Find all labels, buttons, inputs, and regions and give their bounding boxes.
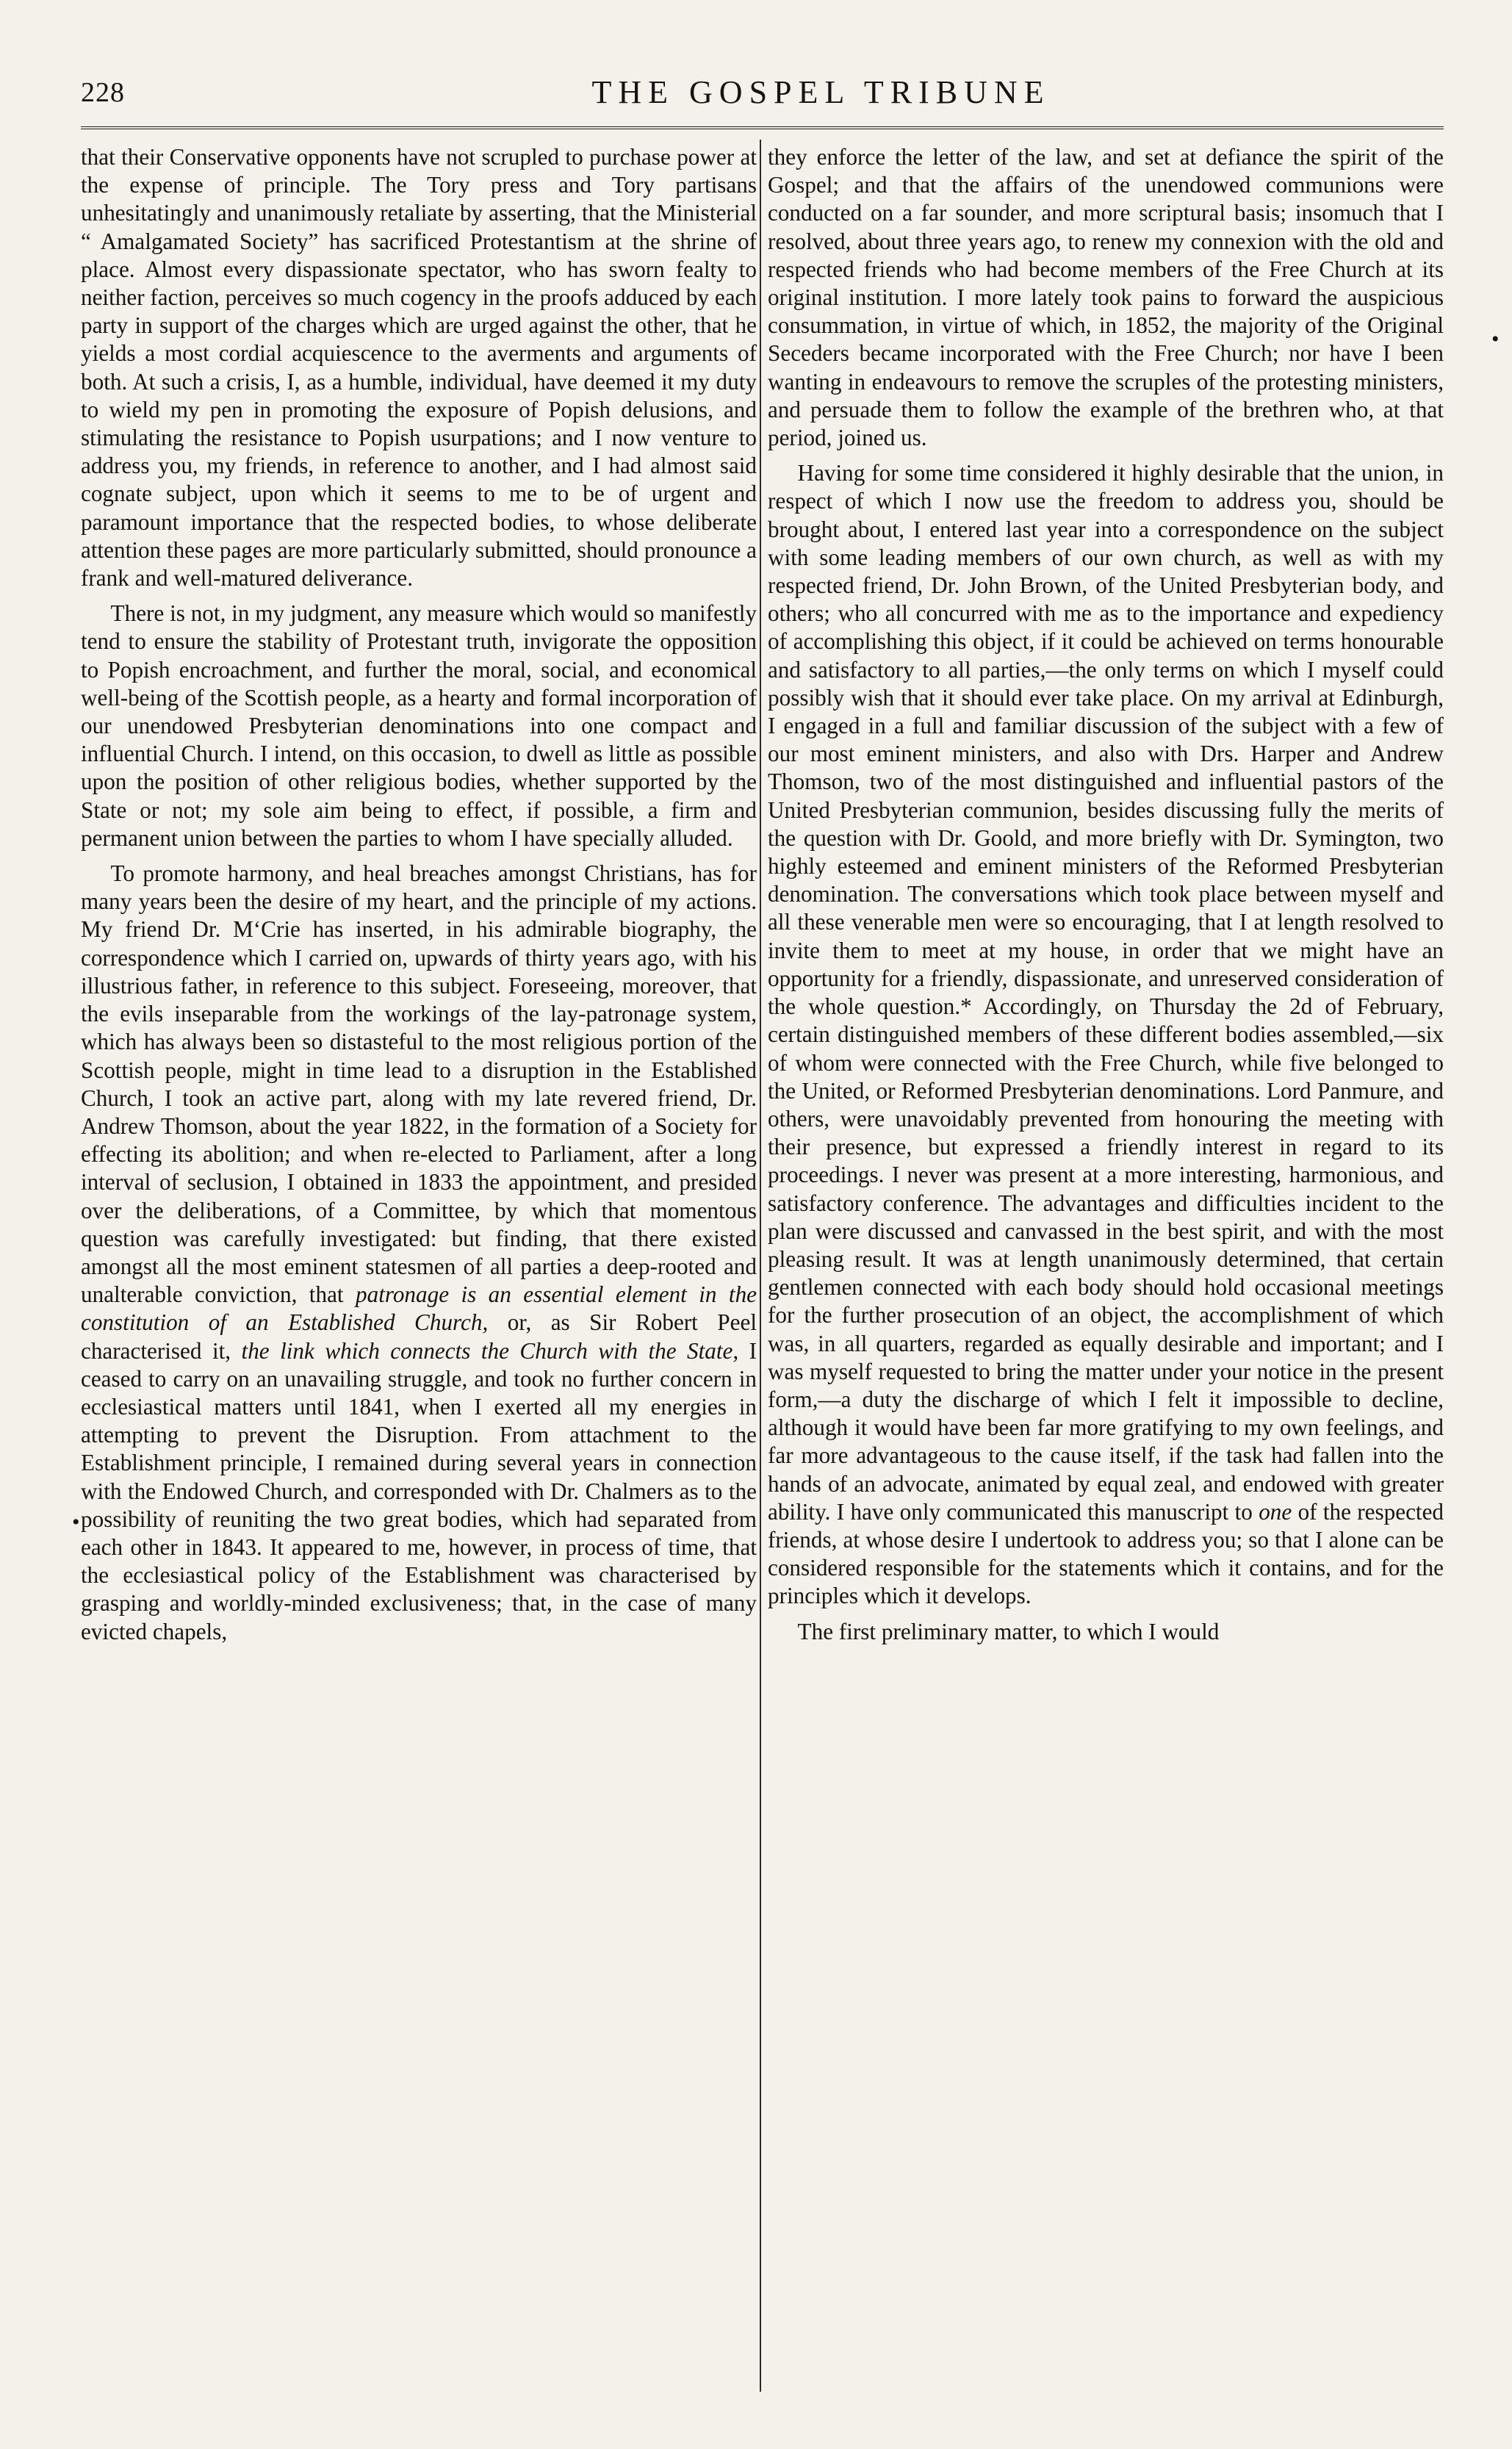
column-rule bbox=[760, 140, 761, 2392]
margin-mark: • bbox=[1491, 327, 1500, 351]
text-run: I ceased to carry on an unavailing struggle, and took no further concern in ecclesiastical matters until 1841, when I exerted all my energies in attempting to prevent the Disruption. From attachment to the Establishment principle, I remained during several years in connection with the Endowed Church, and corresponded with Dr. Chalmers as to the possibility of reuniting the two great bodies, which had separated from each other in 1843. It appeared to me, however, in process of time, that the ecclesiastical policy of the Establishment was characterised by grasping and worldly-minded exclusiveness; that, in the case of many evicted chapels, bbox=[81, 1337, 757, 1644]
left-column bbox=[81, 143, 757, 2392]
text-run: Having for some time considered it highly desirable that the union, in respect of which I now use the freedom to address you, should be brought about, I entered last year into a correspondence on the subject with some leading members of our own church, as well as with my respected friend, Dr. John Brown, of the United Presbyterian body, and others; who all concurred with me as to the importance and expediency of accomplishing this object, if it could be achieved on terms honourable and satisfactory to all parties,—the only terms on which I myself could possibly wish that it should ever take place. On my arrival at Edinburgh, I engaged in a full and familiar discussion of the subject with a few of our most eminent ministers, and also with Drs. Harper and Andrew Thomson, two of the most distinguished and influential pastors of the United Presbyterian communion, besides discussing fully the merits of the question with Dr. Goold, and more briefly with Dr. Symington, two highly esteemed and eminent ministers of the Reformed Presbyterian denomination. The conversations which took place between myself and all these venerable men were so encouraging, that I at length resolved to invite them to meet at my house, in order that we might have an opportunity for a friendly, dispassionate, and unreserved consideration of the whole question.* Accordingly, on Thursday the 2d of February, certain distinguished members of these different bodies assembled,—six of whom were connected with the Free Church, while five belonged to the United, or Reformed Presbyterian denominations. Lord Panmure, and others, were unavoidably prevented from honouring the meeting with their presence, but expressed a friendly interest in regard to its proceedings. I never was present at a more interesting, harmonious, and satisfactory conference. The advantages and difficulties incident to the plan were discussed and canvassed in the best spirit, and with the most pleasing result. It was at length unanimously determined, that certain gentlemen connected with each body should hold occasional meetings for the further prosecution of an object, the accomplishment of which was, in all quarters, regarded as equally desirable and important; and I was myself requested to bring the matter under your notice in the present form,—a duty the discharge of which I felt it impossible to decline, although it would have been far more gratifying to my own feelings, and far more advantageous to the cause itself, if the task had fallen into the hands of an advocate, animated by equal zeal, and endowed with greater ability. I have only communicated this manuscript to bbox=[768, 460, 1444, 1525]
text-run: To promote harmony, and heal breaches amongst Christians, has for many years been the desire of my heart, and the principle of my actions. My friend Dr. M‘Crie has inserted, in his admirable biography, the correspondence which I carried on, upwards of thirty years ago, with his illustrious father, in reference to this subject. Foreseeing, moreover, that the evils inseparable from the workings of the lay-patronage system, which has always been so distasteful to the most religious portion of the Scottish people, might in time lead to a disruption in the Established Church, I took an active part, along with my late revered friend, Dr. Andrew Thomson, about the year 1822, in the formation of a Society for effecting its abolition; and when re-elected to Parliament, after a long interval of seclusion, I obtained in 1833 the appointment, and presided over the deliberations, of a Committee, by which that momentous question was carefully investigated: but finding, that there existed amongst all the most eminent statesmen of all parties a deep-rooted and unalterable conviction, that bbox=[81, 860, 757, 1308]
text-run: of the respected friends, at whose desire I undertook to address you; so that I alone can be considered responsible for the statements which it contains, and for the principles which it develops. bbox=[768, 1498, 1444, 1609]
margin-mark: • bbox=[72, 1510, 80, 1534]
paragraph bbox=[81, 860, 757, 1646]
journal-title: THE GOSPEL TRIBUNE bbox=[591, 74, 1051, 110]
text-run: or, as Sir Robert Peel characterised it, bbox=[81, 1309, 757, 1364]
italic-text: one bbox=[1259, 1498, 1292, 1525]
right-column bbox=[768, 143, 1444, 2392]
italic-text: the link which connects the Church with the State, bbox=[241, 1337, 739, 1364]
italic-text: patronage is an essential element in the constitution of an Established Church, bbox=[81, 1281, 757, 1336]
header-rule bbox=[81, 126, 1444, 129]
paragraph: that their Conservative opponents have not scrupled to purchase power at the expense of principle. The Tory press and Tory partisans unhesitatingly and unanimously retaliate by asserting, that the Ministerial “ Amalgamated Society” has sacrificed Protestantism at the shrine of place. Almost every dispassionate spectator, who has sworn fealty to neither faction, perceives so much cogency in the proofs adduced by each party in support of the charges which are urged against the other, that he yields a most cordial acquiescence to the averments and arguments of both. At such a crisis, I, as a humble, individual, have deemed it my duty to wield my pen in promoting the exposure of Popish delusions, and stimulating the resistance to Popish usurpations; and I now venture to address you, my friends, in reference to another, and I had almost said cognate subject, upon which it seems to me to be of urgent and paramount importance that the respected bodies, to whose deliberate attention these pages are more particularly submitted, should pronounce a frank and well-matured deliverance. bbox=[81, 144, 757, 591]
paragraph: The first preliminary matter, to which I would bbox=[797, 1618, 1220, 1644]
paragraph: There is not, in my judgment, any measure which would so manifestly tend to ensure the stability of Protestant truth, invigorate the opposition to Popish encroachment, and further the moral, social, and economical well-being of the Scottish people, as a hearty and formal incorporation of our unendowed Presbyterian denominations into one compact and influential Church. I intend, on this occasion, to dwell as little as possible upon the position of other religious bodies, whether supported by the State or not; my sole aim being to effect, if possible, a firm and permanent union between the parties to whom I have specially alluded. bbox=[81, 600, 757, 851]
paragraph bbox=[768, 459, 1444, 1610]
paragraph: they enforce the letter of the law, and set at defiance the spirit of the Gospel; and that the affairs of the unendowed communions were conducted on a far sounder, and more scriptural basis; insomuch that I resolved, about three years ago, to renew my connexion with the old and respected friends who had become members of the Free Church at its original institution. I more lately took pains to forward the auspicious consummation, in virtue of which, in 1852, the majority of the Original Seceders became incorporated with the Free Church; nor have I been wanting in endeavours to remove the scruples of the protesting ministers, and persuade them to follow the example of the brethren who, at that period, joined us. bbox=[768, 144, 1444, 451]
page-number: 228 bbox=[81, 77, 125, 108]
running-head bbox=[81, 71, 1444, 115]
